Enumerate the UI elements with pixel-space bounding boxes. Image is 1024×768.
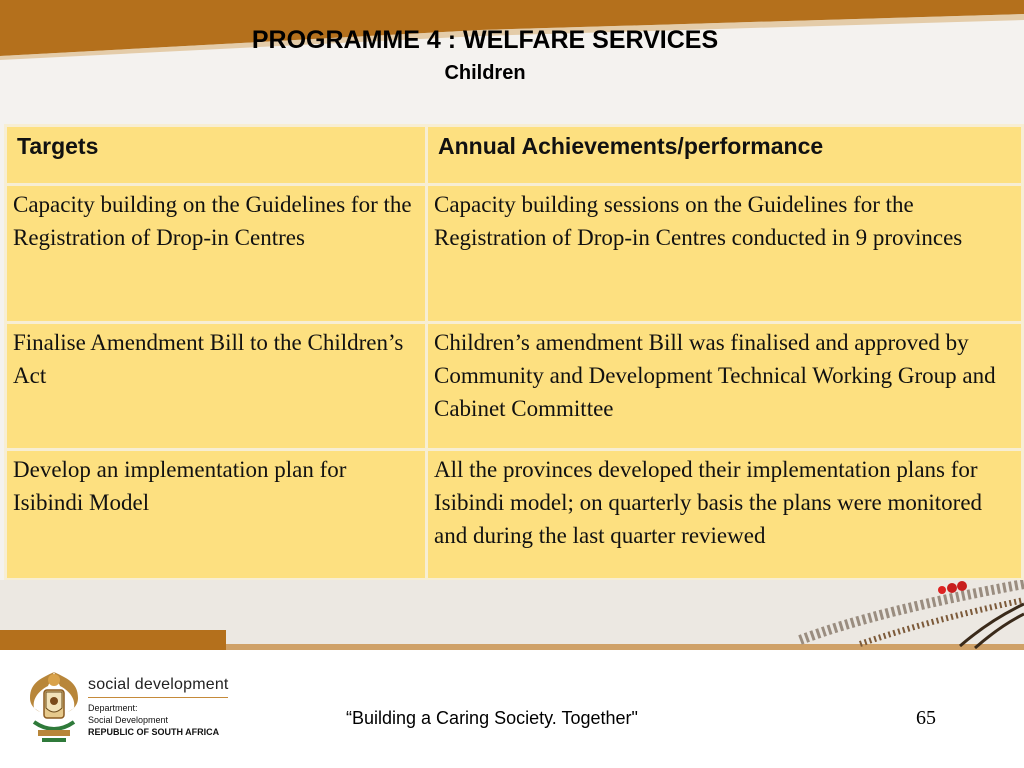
logo-divider: [88, 697, 228, 698]
page-subtitle: Children: [444, 62, 526, 84]
page-number: 65: [916, 707, 936, 729]
header-achievements: Annual Achievements/performance: [427, 126, 1023, 185]
slogan: “Building a Caring Society. Together": [346, 708, 638, 728]
table-row: [6, 450, 1023, 580]
logo-department-label: Department:: [88, 703, 138, 713]
target-cell: Develop an implementation plan for Isibindi Model: [6, 450, 427, 580]
targets-table: [4, 124, 1024, 581]
beadwork-decoration: [0, 580, 1024, 650]
achievement-cell: Capacity building sessions on the Guidelines for the Registration of Drop-in Centres conducted in 9 provinces: [427, 185, 1023, 323]
achievement-cell: All the provinces developed their implementation plans for Isibindi model; on quarterly basis the plans were monitored and during the last quarter reviewed: [427, 450, 1023, 580]
target-cell: Finalise Amendment Bill to the Children’s Act: [6, 323, 427, 450]
page-title: PROGRAMME 4 : WELFARE SERVICES: [251, 26, 719, 54]
header-targets: Targets: [6, 126, 427, 185]
logo-title: social development: [88, 676, 229, 693]
table-header-row: [6, 126, 1023, 185]
logo-department-name: Social Development: [88, 715, 169, 725]
achievement-cell: Children’s amendment Bill was finalised and approved by Community and Development Technical Working Group and Cabinet Committee: [427, 323, 1023, 450]
target-cell: Capacity building on the Guidelines for the Registration of Drop-in Centres: [6, 185, 427, 323]
logo-country: REPUBLIC OF SOUTH AFRICA: [88, 727, 220, 737]
table-row: [6, 185, 1023, 323]
table-row: [6, 323, 1023, 450]
